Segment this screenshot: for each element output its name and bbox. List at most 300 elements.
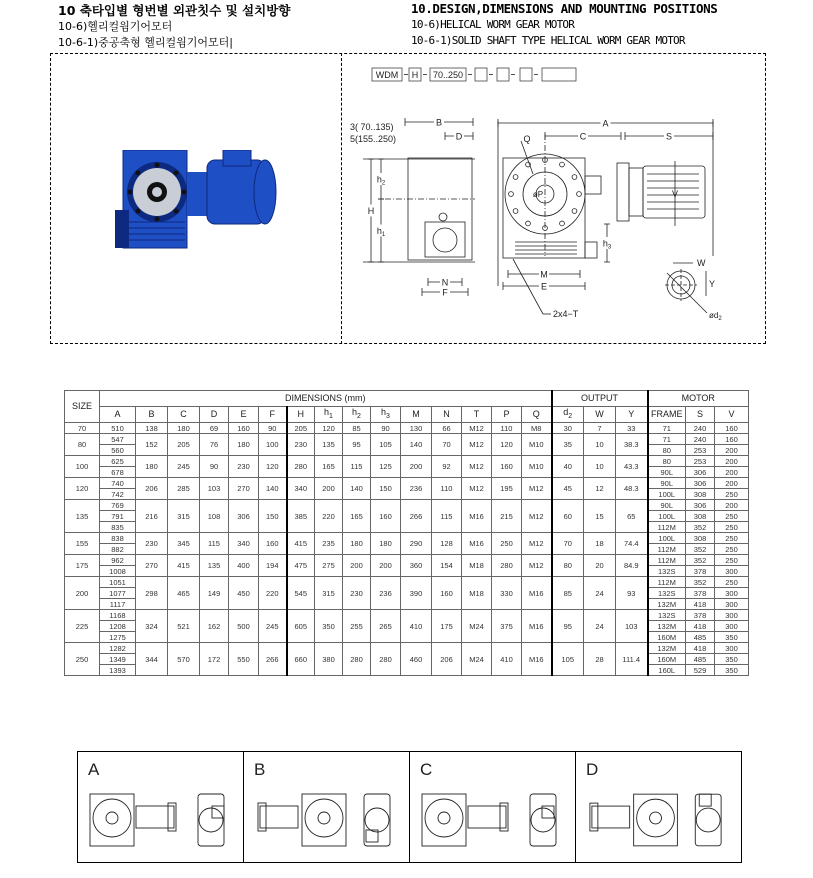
cell-s: 306 xyxy=(686,478,715,489)
header-motor: MOTOR xyxy=(648,391,749,407)
cell-m: 200 xyxy=(401,456,432,478)
column-header-label: V xyxy=(728,409,735,419)
column-header-label: N xyxy=(443,409,450,419)
cell-h3: 90 xyxy=(371,423,401,434)
cell-frame: 132M xyxy=(648,643,686,654)
cell-p: 120 xyxy=(492,434,522,456)
front-bolt xyxy=(560,162,565,167)
cell-h3: 105 xyxy=(371,434,401,456)
cell-b: 230 xyxy=(136,533,168,555)
dim-m-label: M xyxy=(540,269,548,280)
cell-w: 7 xyxy=(584,423,616,434)
cell-y: 65 xyxy=(616,500,648,533)
cell-v: 250 xyxy=(715,544,749,555)
cell-a: 1051 xyxy=(100,577,136,588)
cell-t: M12 xyxy=(462,423,492,434)
gear-outline xyxy=(637,799,675,837)
column-header-h3 xyxy=(371,407,401,423)
cell-n: 110 xyxy=(432,478,462,500)
cell-frame: 100L xyxy=(648,489,686,500)
cell-y: 43.3 xyxy=(616,456,648,478)
column-header-t xyxy=(462,407,492,423)
cell-frame: 112M xyxy=(648,577,686,588)
cell-h: 205 xyxy=(287,423,315,434)
cell-frame: 100L xyxy=(648,533,686,544)
cell-p: 110 xyxy=(492,423,522,434)
cell-size: 100 xyxy=(65,456,100,478)
dim-h2-label: $h_2$ xyxy=(376,174,386,187)
cell-n: 66 xyxy=(432,423,462,434)
cell-p: 375 xyxy=(492,610,522,643)
column-header-p xyxy=(492,407,522,423)
cell-w: 18 xyxy=(584,533,616,555)
column-header-h2 xyxy=(343,407,371,423)
cell-p: 280 xyxy=(492,555,522,577)
gear-outline xyxy=(425,799,463,837)
cell-e: 500 xyxy=(229,610,259,643)
column-header-label: E xyxy=(240,409,247,419)
cell-h2: 140 xyxy=(343,478,371,500)
cell-f: 120 xyxy=(259,456,287,478)
cell-c: 345 xyxy=(168,533,200,555)
table-row xyxy=(65,555,749,566)
cell-s: 240 xyxy=(686,434,715,445)
cell-y: 84.9 xyxy=(616,555,648,577)
column-header-label: FRAME xyxy=(651,409,683,419)
cell-size: 175 xyxy=(65,555,100,577)
gear-outline xyxy=(438,812,450,824)
dim-a-label: A xyxy=(602,118,609,129)
column-header-m xyxy=(401,407,432,423)
cell-d2: 85 xyxy=(552,577,584,610)
cell-f: 160 xyxy=(259,533,287,555)
cell-f: 266 xyxy=(259,643,287,676)
cell-e: 180 xyxy=(229,434,259,456)
column-header-label: T xyxy=(473,409,480,419)
dimension-drawing xyxy=(345,56,763,341)
cell-e: 160 xyxy=(229,423,259,434)
cell-b: 180 xyxy=(136,456,168,478)
gear-outline xyxy=(364,794,390,846)
cell-w: 20 xyxy=(584,555,616,577)
cell-d2: 95 xyxy=(552,610,584,643)
cell-a: 547 xyxy=(100,434,136,445)
cell-e: 550 xyxy=(229,643,259,676)
cell-t: M16 xyxy=(462,533,492,555)
cell-t: M18 xyxy=(462,555,492,577)
cell-c: 285 xyxy=(168,478,200,500)
cell-h: 340 xyxy=(287,478,315,500)
column-header-d2 xyxy=(552,407,584,423)
cell-e: 306 xyxy=(229,500,259,533)
cell-t: M16 xyxy=(462,500,492,533)
cell-h3: 125 xyxy=(371,456,401,478)
cell-f: 90 xyxy=(259,423,287,434)
cell-size: 120 xyxy=(65,478,100,500)
gear-outline xyxy=(90,794,134,846)
gear-outline xyxy=(650,812,662,824)
cell-h2: 165 xyxy=(343,500,371,533)
cell-v: 200 xyxy=(715,467,749,478)
flange-bolt xyxy=(182,190,187,195)
cell-s: 529 xyxy=(686,665,715,676)
cell-frame: 80 xyxy=(648,456,686,467)
cell-n: 92 xyxy=(432,456,462,478)
cell-s: 352 xyxy=(686,544,715,555)
front-bolt xyxy=(572,175,577,180)
mounting-position-a xyxy=(78,752,244,862)
motor-flange xyxy=(617,163,629,221)
cell-size: 135 xyxy=(65,500,100,533)
cell-s: 352 xyxy=(686,577,715,588)
cell-d: 172 xyxy=(200,643,229,676)
cell-d2: 70 xyxy=(552,533,584,555)
cell-m: 236 xyxy=(401,478,432,500)
cell-e: 230 xyxy=(229,456,259,478)
leader-q xyxy=(521,141,533,174)
cell-y: 103 xyxy=(616,610,648,643)
front-bolt xyxy=(577,192,582,197)
column-header-f xyxy=(259,407,287,423)
cell-d2: 60 xyxy=(552,500,584,533)
cell-v: 350 xyxy=(715,665,749,676)
cell-h2: 85 xyxy=(343,423,371,434)
cell-q: M12 xyxy=(522,500,552,533)
cell-f: 100 xyxy=(259,434,287,456)
flange-bolt xyxy=(155,163,160,168)
flange-note-1: 3( 70..135) xyxy=(350,122,394,132)
gear-outline xyxy=(302,794,346,846)
cell-frame: 80 xyxy=(648,445,686,456)
cell-frame: 90L xyxy=(648,500,686,511)
cell-m: 130 xyxy=(401,423,432,434)
front-bolt xyxy=(572,209,577,214)
cell-s: 253 xyxy=(686,445,715,456)
cell-s: 306 xyxy=(686,500,715,511)
column-header-e xyxy=(229,407,259,423)
cell-s: 378 xyxy=(686,566,715,577)
cell-a: 510 xyxy=(100,423,136,434)
cell-h2: 115 xyxy=(343,456,371,478)
column-header-w xyxy=(584,407,616,423)
cell-h3: 180 xyxy=(371,533,401,555)
front-bolt xyxy=(513,175,518,180)
cell-h2: 200 xyxy=(343,555,371,577)
label-w: W xyxy=(697,258,706,268)
header-dimensions: DIMENSIONS (mm) xyxy=(100,391,552,407)
cell-d: 103 xyxy=(200,478,229,500)
cell-t: M12 xyxy=(462,478,492,500)
cell-h: 605 xyxy=(287,610,315,643)
cell-y: 33 xyxy=(616,423,648,434)
cell-y: 74.4 xyxy=(616,533,648,555)
dim-h1-label: $h_1$ xyxy=(376,226,386,238)
cell-q: M10 xyxy=(522,456,552,478)
cell-e: 400 xyxy=(229,555,259,577)
cell-a: 769 xyxy=(100,500,136,511)
cell-a: 1393 xyxy=(100,665,136,676)
cell-t: M12 xyxy=(462,456,492,478)
front-bolt xyxy=(526,221,531,226)
cell-q: M10 xyxy=(522,434,552,456)
column-header-s xyxy=(686,407,715,423)
gear-outline xyxy=(634,794,678,846)
mounting-position-drawing xyxy=(576,780,741,860)
cell-y: 48.3 xyxy=(616,478,648,500)
cell-b: 138 xyxy=(136,423,168,434)
cell-v: 300 xyxy=(715,566,749,577)
cell-m: 410 xyxy=(401,610,432,643)
cell-h: 230 xyxy=(287,434,315,456)
cell-w: 12 xyxy=(584,478,616,500)
cell-f: 140 xyxy=(259,478,287,500)
cell-s: 253 xyxy=(686,456,715,467)
column-header-v xyxy=(715,407,749,423)
cell-e: 450 xyxy=(229,577,259,610)
cell-a: 1117 xyxy=(100,599,136,610)
cell-s: 352 xyxy=(686,522,715,533)
cell-h1: 235 xyxy=(315,533,343,555)
column-header-b xyxy=(136,407,168,423)
cell-h1: 275 xyxy=(315,555,343,577)
dim-e-label: E xyxy=(540,281,548,292)
column-header-h xyxy=(287,407,315,423)
gear-outline xyxy=(305,799,343,837)
cell-size: 155 xyxy=(65,533,100,555)
cell-y: 111.4 xyxy=(616,643,648,676)
cell-c: 315 xyxy=(168,500,200,533)
cell-v: 160 xyxy=(715,434,749,445)
cell-v: 200 xyxy=(715,500,749,511)
gear-outline xyxy=(258,803,266,831)
column-header-label: S xyxy=(696,409,703,419)
side-housing xyxy=(408,158,472,260)
column-header-subscript: 1 xyxy=(329,412,333,420)
mounting-position-d xyxy=(576,752,741,862)
cell-h3: 150 xyxy=(371,478,401,500)
cell-h1: 350 xyxy=(315,610,343,643)
cell-d: 135 xyxy=(200,555,229,577)
gearbox-foot xyxy=(115,210,129,248)
flange-bolt xyxy=(174,209,179,214)
cell-d: 149 xyxy=(200,577,229,610)
column-header-q xyxy=(522,407,552,423)
cell-n: 70 xyxy=(432,434,462,456)
label-y: Y xyxy=(709,279,716,289)
label-v: V xyxy=(671,189,679,199)
cell-a: 1168 xyxy=(100,610,136,621)
cell-frame: 90L xyxy=(648,467,686,478)
cell-p: 160 xyxy=(492,456,522,478)
cell-f: 150 xyxy=(259,500,287,533)
cell-d2: 45 xyxy=(552,478,584,500)
type-code-blank xyxy=(542,68,576,81)
korean-subtitle-1: 10-6)헬리컬웜기어모터 xyxy=(58,20,173,33)
gear-motor-photo xyxy=(115,150,285,260)
front-bolt xyxy=(513,209,518,214)
cell-s: 378 xyxy=(686,610,715,621)
cell-a: 625 xyxy=(100,456,136,467)
cell-n: 175 xyxy=(432,610,462,643)
dim-c-label: C xyxy=(579,131,587,142)
cell-t: M24 xyxy=(462,610,492,643)
cell-b: 152 xyxy=(136,434,168,456)
column-header-label: H xyxy=(297,409,304,419)
cell-frame: 160M xyxy=(648,654,686,665)
cell-frame: 112M xyxy=(648,555,686,566)
column-header-label: h xyxy=(324,407,330,418)
cell-s: 418 xyxy=(686,643,715,654)
cell-s: 306 xyxy=(686,467,715,478)
cell-h2: 255 xyxy=(343,610,371,643)
cell-size: 80 xyxy=(65,434,100,456)
cell-h2: 180 xyxy=(343,533,371,555)
cell-t: M24 xyxy=(462,643,492,676)
flange-bolt xyxy=(135,170,140,175)
dim-b-label: B xyxy=(435,117,443,128)
cell-h: 545 xyxy=(287,577,315,610)
column-header-h1 xyxy=(315,407,343,423)
cell-m: 140 xyxy=(401,434,432,456)
cell-w: 24 xyxy=(584,610,616,643)
cell-frame: 132S xyxy=(648,566,686,577)
dim-h3-label: $h_3$ xyxy=(602,238,612,251)
column-header-label: d xyxy=(563,407,569,418)
cell-v: 300 xyxy=(715,621,749,632)
terminal-box xyxy=(223,150,251,166)
dim-h-label: H xyxy=(367,206,375,216)
table-row xyxy=(65,423,749,434)
column-header-frame xyxy=(648,407,686,423)
cell-s: 485 xyxy=(686,632,715,643)
cell-w: 24 xyxy=(584,577,616,610)
gear-outline xyxy=(168,803,176,831)
cell-c: 415 xyxy=(168,555,200,577)
cell-q: M16 xyxy=(522,610,552,643)
cell-v: 300 xyxy=(715,599,749,610)
cell-a: 1282 xyxy=(100,643,136,654)
type-code-blank xyxy=(497,68,509,81)
cell-m: 390 xyxy=(401,577,432,610)
cell-frame: 160L xyxy=(648,665,686,676)
front-bolt xyxy=(560,221,565,226)
cell-a: 1008 xyxy=(100,566,136,577)
panel-divider xyxy=(341,53,342,344)
header-output: OUTPUT xyxy=(552,391,648,407)
english-subtitle-1: 10-6)HELICAL WORM GEAR MOTOR xyxy=(411,18,575,31)
column-header-subscript: 2 xyxy=(568,412,573,420)
table-row xyxy=(65,610,749,621)
cell-w: 10 xyxy=(584,434,616,456)
mounting-position-drawing xyxy=(244,780,410,860)
shaft-bore xyxy=(152,187,162,197)
column-header-y xyxy=(616,407,648,423)
cell-s: 240 xyxy=(686,423,715,434)
cell-frame: 112M xyxy=(648,544,686,555)
cell-v: 250 xyxy=(715,555,749,566)
type-code-type-text: H xyxy=(411,70,419,80)
cell-m: 360 xyxy=(401,555,432,577)
cell-q: M12 xyxy=(522,478,552,500)
korean-subtitle-2: 10-6-1)중공축형 헬리컬웜기어모터| xyxy=(58,36,233,49)
cell-e: 270 xyxy=(229,478,259,500)
cell-h1: 220 xyxy=(315,500,343,533)
motor-fan xyxy=(629,168,643,216)
cell-n: 206 xyxy=(432,643,462,676)
column-header-label: D xyxy=(210,409,218,419)
cell-q: M12 xyxy=(522,555,552,577)
cell-c: 570 xyxy=(168,643,200,676)
leader-d2 xyxy=(667,273,707,313)
cell-h1: 200 xyxy=(315,478,343,500)
cell-d: 69 xyxy=(200,423,229,434)
cell-v: 350 xyxy=(715,654,749,665)
adapter xyxy=(585,176,601,194)
column-header-label: Y xyxy=(628,409,635,419)
mounting-position-label: D xyxy=(586,760,599,779)
cell-b: 270 xyxy=(136,555,168,577)
gear-outline xyxy=(199,808,223,832)
cell-v: 350 xyxy=(715,632,749,643)
header-size: SIZE xyxy=(65,391,100,423)
cell-c: 465 xyxy=(168,577,200,610)
cell-d2: 35 xyxy=(552,434,584,456)
english-title: 10.DESIGN,DIMENSIONS AND MOUNTING POSITIONS xyxy=(411,1,718,16)
motor-endcap xyxy=(254,160,276,224)
cell-frame: 112M xyxy=(648,522,686,533)
side-plug xyxy=(439,213,447,221)
cell-q: M16 xyxy=(522,643,552,676)
cell-n: 154 xyxy=(432,555,462,577)
cell-size: 250 xyxy=(65,643,100,676)
cell-v: 250 xyxy=(715,577,749,588)
gear-outline xyxy=(590,803,598,831)
column-header-label: M xyxy=(412,409,420,419)
column-header-n xyxy=(432,407,462,423)
front-foot-right xyxy=(585,242,597,258)
cell-size: 225 xyxy=(65,610,100,643)
cell-v: 250 xyxy=(715,533,749,544)
cell-b: 324 xyxy=(136,610,168,643)
cell-s: 378 xyxy=(686,588,715,599)
cell-s: 308 xyxy=(686,533,715,544)
cell-n: 160 xyxy=(432,577,462,610)
cell-c: 205 xyxy=(168,434,200,456)
cell-v: 300 xyxy=(715,588,749,599)
gear-outline xyxy=(365,808,389,832)
cell-w: 28 xyxy=(584,643,616,676)
cell-a: 1349 xyxy=(100,654,136,665)
cell-d: 115 xyxy=(200,533,229,555)
gear-outline xyxy=(531,808,555,832)
side-flange-circle xyxy=(433,228,457,252)
cell-v: 250 xyxy=(715,522,749,533)
cell-b: 206 xyxy=(136,478,168,500)
cell-v: 250 xyxy=(715,511,749,522)
cell-a: 838 xyxy=(100,533,136,544)
gear-outline xyxy=(696,808,720,832)
cell-h1: 380 xyxy=(315,643,343,676)
column-header-a xyxy=(100,407,136,423)
cell-s: 308 xyxy=(686,511,715,522)
column-header-label: h xyxy=(352,407,358,418)
gear-outline xyxy=(500,803,508,831)
gear-outline xyxy=(530,794,556,846)
cell-p: 330 xyxy=(492,577,522,610)
cell-a: 740 xyxy=(100,478,136,489)
cell-h: 385 xyxy=(287,500,315,533)
cell-a: 560 xyxy=(100,445,136,456)
